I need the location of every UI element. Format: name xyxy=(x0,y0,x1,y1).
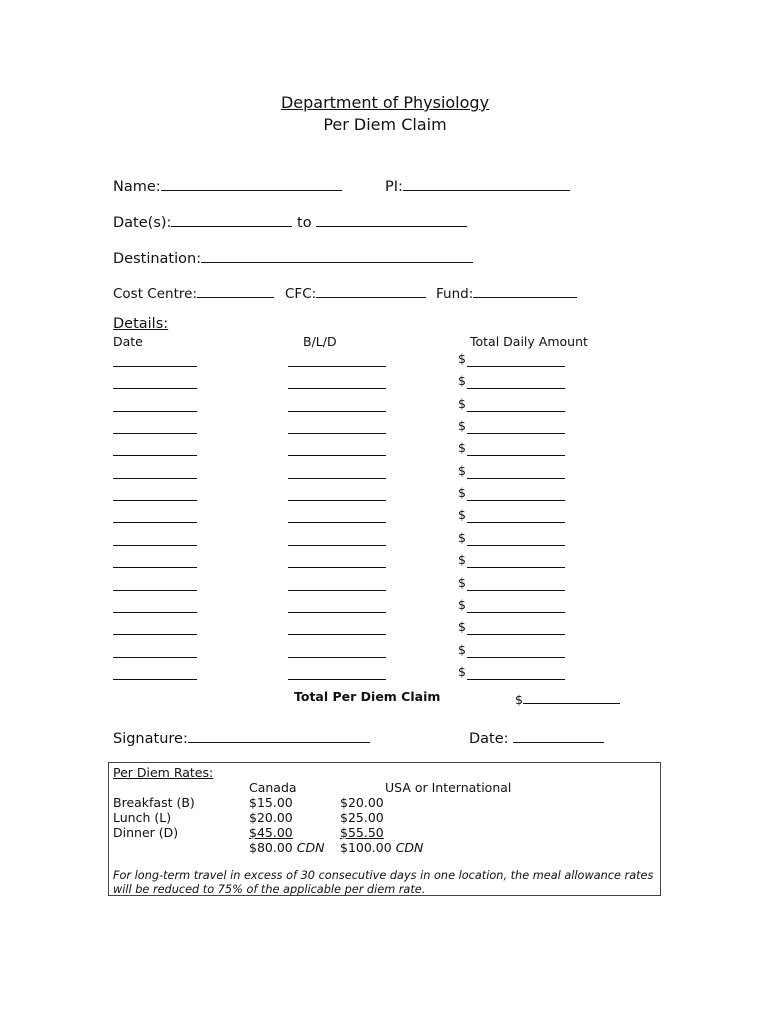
pi-label: PI: xyxy=(385,179,403,195)
per-diem-rates-box xyxy=(108,762,661,896)
column-header-bld: B/L/D xyxy=(303,334,337,349)
rates-note: For long-term travel in excess of 30 consecutive days in one location, the meal allowance rates will be reduced to 75% of the applicable per diem rate. xyxy=(113,869,654,896)
detail-date-input-line[interactable] xyxy=(113,522,197,523)
rate-usa-breakfast: $20.00 xyxy=(340,795,384,810)
detail-amount-input-line[interactable] xyxy=(467,455,565,456)
rate-usa-lunch: $25.00 xyxy=(340,810,384,825)
rate-canada-total-value: $80.00 xyxy=(249,840,293,855)
destination-label: Destination: xyxy=(113,251,202,267)
name-input-line[interactable] xyxy=(161,175,342,191)
detail-amount-input-line[interactable] xyxy=(467,522,565,523)
detail-currency-symbol: $ xyxy=(458,418,466,433)
detail-date-input-line[interactable] xyxy=(113,679,197,680)
cost-centre-input-line[interactable] xyxy=(197,284,274,298)
total-currency: $ xyxy=(515,692,523,707)
detail-bld-input-line[interactable] xyxy=(288,388,386,389)
detail-currency-symbol: $ xyxy=(458,530,466,545)
pi-field-group xyxy=(385,175,570,195)
destination-field-group xyxy=(113,247,473,267)
detail-currency-symbol: $ xyxy=(458,485,466,500)
detail-bld-input-line[interactable] xyxy=(288,433,386,434)
cfc-label: CFC: xyxy=(285,286,317,302)
details-heading: Details: xyxy=(113,316,169,332)
cfc-input-line[interactable] xyxy=(316,284,426,298)
signature-date-group xyxy=(469,727,604,747)
signature-field-group xyxy=(113,727,370,747)
name-label: Name: xyxy=(113,179,161,195)
detail-amount-input-line[interactable] xyxy=(467,634,565,635)
pi-input-line[interactable] xyxy=(403,175,570,191)
date-to-input-line[interactable] xyxy=(316,211,467,227)
detail-currency-symbol: $ xyxy=(458,507,466,522)
signature-date-label: Date: xyxy=(469,731,509,747)
department-title: Department of Physiology xyxy=(280,93,490,112)
cost-centre-label: Cost Centre: xyxy=(113,286,197,302)
rates-col-usa: USA or International xyxy=(385,780,512,795)
rate-usa-dinner: $55.50 xyxy=(340,825,384,840)
detail-amount-input-line[interactable] xyxy=(467,657,565,658)
detail-currency-symbol: $ xyxy=(458,664,466,679)
column-header-date: Date xyxy=(113,334,143,349)
rate-canada-breakfast: $15.00 xyxy=(249,795,293,810)
rate-meal-breakfast: Breakfast (B) xyxy=(113,795,195,810)
detail-currency-symbol: $ xyxy=(458,373,466,388)
detail-bld-input-line[interactable] xyxy=(288,567,386,568)
rate-canada-total xyxy=(249,840,324,855)
detail-amount-input-line[interactable] xyxy=(467,679,565,680)
detail-bld-input-line[interactable] xyxy=(288,478,386,479)
cfc-field-group xyxy=(285,284,426,302)
total-claim-group xyxy=(515,690,620,707)
detail-bld-input-line[interactable] xyxy=(288,679,386,680)
rate-meal-dinner: Dinner (D) xyxy=(113,825,179,840)
detail-amount-input-line[interactable] xyxy=(467,411,565,412)
detail-bld-input-line[interactable] xyxy=(288,366,386,367)
detail-amount-input-line[interactable] xyxy=(467,388,565,389)
detail-date-input-line[interactable] xyxy=(113,455,197,456)
rate-usa-total xyxy=(340,840,423,855)
signature-date-input-line[interactable] xyxy=(513,727,604,743)
detail-amount-input-line[interactable] xyxy=(467,500,565,501)
dates-field-group xyxy=(113,211,467,231)
detail-date-input-line[interactable] xyxy=(113,545,197,546)
detail-date-input-line[interactable] xyxy=(113,657,197,658)
detail-date-input-line[interactable] xyxy=(113,388,197,389)
detail-currency-symbol: $ xyxy=(458,642,466,657)
detail-amount-input-line[interactable] xyxy=(467,567,565,568)
detail-date-input-line[interactable] xyxy=(113,411,197,412)
detail-currency-symbol: $ xyxy=(458,619,466,634)
rate-usa-total-unit: CDN xyxy=(395,840,424,855)
detail-currency-symbol: $ xyxy=(458,552,466,567)
form-title: Per Diem Claim xyxy=(323,115,447,134)
date-from-input-line[interactable] xyxy=(171,211,292,227)
detail-currency-symbol: $ xyxy=(458,351,466,366)
detail-bld-input-line[interactable] xyxy=(288,612,386,613)
signature-label: Signature: xyxy=(113,731,188,747)
detail-bld-input-line[interactable] xyxy=(288,522,386,523)
detail-currency-symbol: $ xyxy=(458,597,466,612)
signature-input-line[interactable] xyxy=(188,727,370,743)
dates-label: Date(s): xyxy=(113,215,172,231)
detail-bld-input-line[interactable] xyxy=(288,411,386,412)
detail-bld-input-line[interactable] xyxy=(288,634,386,635)
destination-input-line[interactable] xyxy=(201,247,473,263)
rate-meal-lunch: Lunch (L) xyxy=(113,810,172,825)
cost-centre-field-group xyxy=(113,284,274,302)
rate-canada-lunch: $20.00 xyxy=(249,810,293,825)
detail-amount-input-line[interactable] xyxy=(467,590,565,591)
fund-input-line[interactable] xyxy=(473,284,577,298)
detail-date-input-line[interactable] xyxy=(113,366,197,367)
detail-date-input-line[interactable] xyxy=(113,590,197,591)
to-label: to xyxy=(297,215,312,231)
rates-col-canada: Canada xyxy=(249,780,297,795)
detail-bld-input-line[interactable] xyxy=(288,545,386,546)
detail-bld-input-line[interactable] xyxy=(288,657,386,658)
detail-date-input-line[interactable] xyxy=(113,433,197,434)
detail-date-input-line[interactable] xyxy=(113,612,197,613)
detail-amount-input-line[interactable] xyxy=(467,433,565,434)
detail-bld-input-line[interactable] xyxy=(288,455,386,456)
rates-heading: Per Diem Rates: xyxy=(113,765,214,780)
detail-bld-input-line[interactable] xyxy=(288,590,386,591)
detail-amount-input-line[interactable] xyxy=(467,366,565,367)
detail-date-input-line[interactable] xyxy=(113,500,197,501)
detail-date-input-line[interactable] xyxy=(113,567,197,568)
detail-bld-input-line[interactable] xyxy=(288,500,386,501)
detail-currency-symbol: $ xyxy=(458,463,466,478)
rate-usa-total-value: $100.00 xyxy=(340,840,392,855)
detail-currency-symbol: $ xyxy=(458,440,466,455)
fund-label: Fund: xyxy=(436,286,474,302)
name-field-group xyxy=(113,175,342,195)
detail-date-input-line[interactable] xyxy=(113,634,197,635)
total-claim-input-line[interactable] xyxy=(523,690,620,704)
column-header-total: Total Daily Amount xyxy=(470,334,588,349)
rate-canada-dinner: $45.00 xyxy=(249,825,293,840)
fund-field-group xyxy=(436,284,577,302)
total-claim-label: Total Per Diem Claim xyxy=(294,689,441,704)
detail-date-input-line[interactable] xyxy=(113,478,197,479)
detail-currency-symbol: $ xyxy=(458,396,466,411)
detail-amount-input-line[interactable] xyxy=(467,612,565,613)
detail-amount-input-line[interactable] xyxy=(467,478,565,479)
detail-currency-symbol: $ xyxy=(458,575,466,590)
rate-canada-total-unit: CDN xyxy=(296,840,325,855)
detail-amount-input-line[interactable] xyxy=(467,545,565,546)
